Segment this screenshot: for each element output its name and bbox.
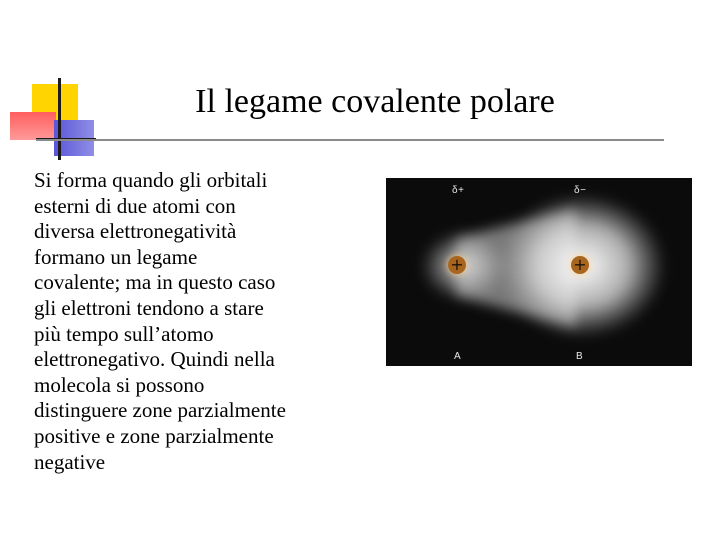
body-paragraph (34, 168, 380, 475)
body-line: elettronegativo. Quindi nella (34, 347, 275, 372)
body-line: esterni di due atomi con (34, 193, 236, 218)
body-line: molecola si possono (34, 372, 205, 397)
partial-negative-label: δ− (574, 185, 587, 196)
body-line: gli elettroni tendono a stare (34, 295, 264, 320)
atom-b-label: B (576, 351, 584, 362)
body-line: Si forma quando gli orbitali (34, 168, 268, 192)
atom-a-label: A (454, 351, 462, 362)
partial-positive-label: δ+ (452, 185, 465, 196)
electron-cloud-image (386, 178, 692, 366)
electron-cloud-figure (386, 178, 692, 366)
body-line: formano un legame (34, 244, 198, 269)
title-underline (36, 139, 664, 141)
body-line: più tempo sull’atomo (34, 321, 214, 346)
slide-title: Il legame covalente polare (195, 83, 555, 120)
nucleus-b: + (571, 256, 589, 274)
logo-red-square (10, 112, 56, 140)
body-line: distinguere zone parzialmente (34, 398, 286, 423)
nucleus-a: + (448, 256, 466, 274)
body-line: positive e zone parzialmente (34, 423, 274, 448)
body-line: negative (34, 449, 106, 474)
logo-vertical-line (58, 78, 61, 160)
body-line: covalente; ma in questo caso (34, 270, 276, 295)
body-line: diversa elettronegatività (34, 219, 237, 244)
